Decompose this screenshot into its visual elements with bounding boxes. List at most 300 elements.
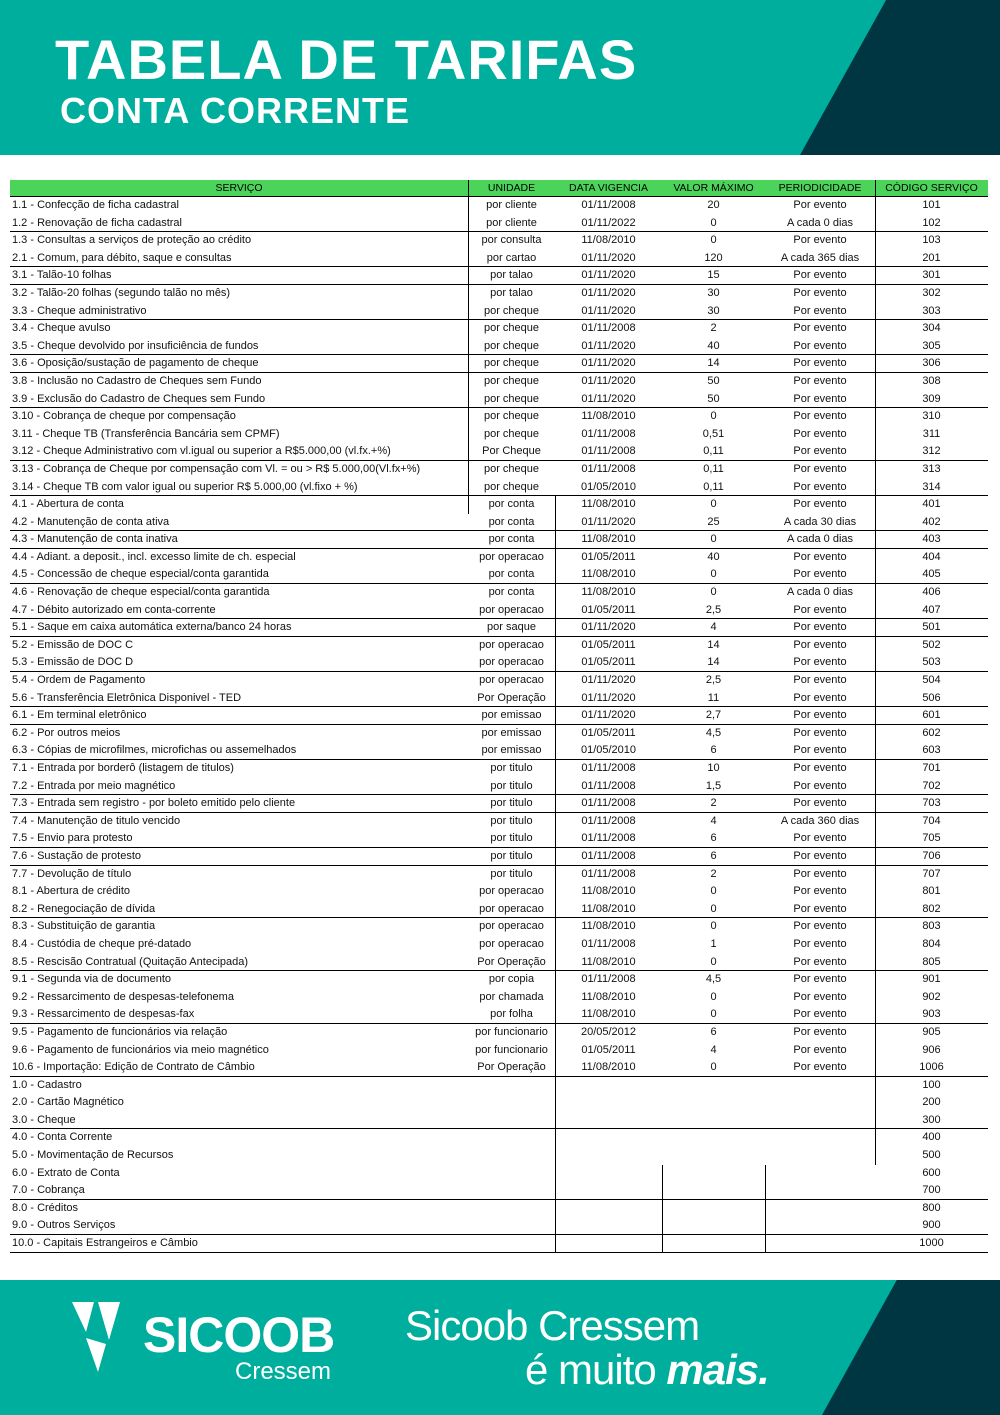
cell-data-vigencia: 01/11/2020 — [581, 339, 636, 352]
table-header-row — [10, 180, 988, 197]
cell-data-vigencia: 01/11/2008 — [581, 849, 636, 862]
cell-unidade: por conta — [488, 568, 535, 581]
cell-codigo-servico: 501 — [922, 621, 941, 634]
cell-periodicidade: Por evento — [793, 234, 847, 247]
cell-codigo-servico: 1000 — [919, 1237, 944, 1250]
cell-periodicidade: Por evento — [793, 797, 847, 810]
cell-codigo-servico: 406 — [922, 586, 941, 599]
cell-unidade: por titulo — [490, 832, 533, 845]
cell-data-vigencia: 01/11/2008 — [581, 462, 636, 475]
cell-servico: 3.0 - Cheque — [12, 1113, 76, 1126]
cell-data-vigencia: 01/05/2010 — [580, 480, 637, 493]
cell-servico: 4.5 - Concessão de cheque especial/conta garantida — [12, 568, 269, 581]
cell-servico: 5.1 - Saque em caixa automática externa/banco 24 horas — [12, 621, 292, 634]
cell-periodicidade: Por evento — [793, 1061, 847, 1074]
cell-servico: 3.6 - Oposição/sustação de pagamento de cheque — [12, 357, 259, 370]
cell-unidade: Por Operação — [477, 955, 546, 968]
page-header — [0, 0, 1000, 155]
cell-unidade: por talao — [490, 269, 533, 282]
cell-data-vigencia: 01/11/2008 — [581, 937, 636, 950]
cell-codigo-servico: 305 — [922, 339, 941, 352]
column-header-servico: SERVIÇO — [215, 182, 263, 194]
cell-valor-maximo — [662, 1217, 765, 1234]
cell-data-vigencia: 01/11/2020 — [581, 691, 636, 704]
cell-servico: 9.6 - Pagamento de funcionários via meio magnético — [12, 1043, 269, 1056]
cell-unidade — [468, 1217, 555, 1234]
cell-unidade: por titulo — [490, 762, 533, 774]
cell-periodicidade: Por evento — [793, 762, 847, 774]
cell-data-vigencia: 01/05/2010 — [580, 744, 637, 757]
cell-unidade: por emissao — [481, 744, 542, 757]
cell-valor-maximo: 0 — [710, 990, 717, 1003]
cell-data-vigencia: 01/11/2020 — [581, 621, 636, 634]
cell-codigo-servico: 702 — [922, 779, 941, 792]
cell-periodicidade: Por evento — [793, 374, 847, 387]
cell-periodicidade: Por evento — [793, 832, 847, 845]
cell-codigo-servico: 706 — [922, 849, 941, 862]
table-row — [10, 549, 988, 567]
cell-periodicidade: Por evento — [793, 462, 847, 475]
cell-unidade: por talao — [490, 286, 533, 299]
cell-unidade: por cheque — [483, 322, 540, 335]
cell-valor-maximo: 15 — [707, 269, 720, 282]
cell-servico: 7.0 - Cobrança — [12, 1184, 85, 1197]
cell-unidade: por cheque — [483, 462, 540, 475]
cell-unidade — [468, 1235, 555, 1252]
cell-codigo-servico: 503 — [922, 656, 941, 669]
table-row — [10, 830, 988, 848]
cell-unidade: por titulo — [490, 849, 533, 862]
cell-servico: 4.4 - Adiant. a deposit., incl. excesso limite de ch. especial — [12, 550, 296, 563]
table-row — [10, 426, 988, 444]
cell-servico: 7.2 - Entrada por meio magnético — [12, 779, 176, 792]
column-header-unidade: UNIDADE — [487, 182, 536, 194]
table-row — [10, 443, 988, 461]
cell-periodicidade: Por evento — [793, 1008, 847, 1021]
cell-servico: 5.3 - Emissão de DOC D — [12, 656, 134, 669]
cell-servico: 3.1 - Talão-10 folhas — [12, 269, 112, 282]
table-row — [10, 373, 988, 391]
cell-servico: 9.3 - Ressarcimento de despesas-fax — [12, 1008, 195, 1021]
cell-servico: 6.1 - Em terminal eletrônico — [12, 709, 147, 722]
table-row — [10, 760, 988, 778]
cell-valor-maximo: 0 — [710, 920, 717, 933]
cell-unidade: por saque — [487, 621, 536, 634]
table-row — [10, 725, 988, 743]
cell-data-vigencia: 01/11/2020 — [581, 286, 636, 299]
cell-unidade — [468, 1147, 555, 1165]
cell-codigo-servico: 301 — [922, 269, 941, 282]
cell-data-vigencia: 11/08/2010 — [581, 568, 636, 581]
cell-codigo-servico: 502 — [922, 638, 941, 651]
cell-periodicidade — [765, 1182, 875, 1199]
cell-valor-maximo: 14 — [707, 656, 720, 669]
cell-servico: 4.2 - Manutenção de conta ativa — [12, 515, 170, 528]
cell-codigo-servico: 407 — [922, 603, 941, 616]
cell-valor-maximo: 40 — [707, 339, 720, 352]
cell-servico: 3.2 - Talão-20 folhas (segundo talão no mês) — [12, 286, 231, 299]
cell-codigo-servico: 906 — [922, 1043, 941, 1056]
cell-servico: 3.11 - Cheque TB (Transferência Bancária sem CPMF) — [12, 427, 280, 440]
summary-row — [10, 1147, 988, 1165]
cell-servico: 3.12 - Cheque Administrativo com vl.igual ou superior a R$5.000,00 (vl.fx.+%) — [12, 445, 391, 458]
cell-data-vigencia: 01/11/2020 — [581, 709, 636, 722]
cell-data-vigencia: 01/11/2008 — [581, 832, 636, 845]
cell-unidade: por cheque — [483, 392, 540, 405]
cell-servico: 7.4 - Manutenção de titulo vencido — [12, 814, 181, 827]
cell-periodicidade: A cada 365 dias — [780, 251, 860, 264]
cell-unidade: por cheque — [483, 357, 540, 370]
cell-unidade: Por Operação — [477, 1061, 546, 1074]
cell-valor-maximo: 6 — [710, 744, 717, 757]
table-row — [10, 1006, 988, 1024]
cell-periodicidade — [765, 1200, 875, 1218]
table-row — [10, 355, 988, 373]
cell-servico: 8.3 - Substituição de garantia — [12, 920, 156, 933]
cell-codigo-servico: 500 — [922, 1149, 941, 1162]
cell-servico: 3.14 - Cheque TB com valor igual ou superior R$ 5.000,00 (vl.fixo + %) — [12, 480, 358, 493]
cell-codigo-servico: 803 — [922, 920, 941, 933]
cell-codigo-servico: 310 — [922, 410, 941, 423]
page-footer — [0, 1280, 1000, 1415]
cell-valor-maximo: 0,11 — [703, 462, 724, 475]
table-row — [10, 690, 988, 708]
cell-unidade: por titulo — [490, 814, 533, 827]
cell-periodicidade: Por evento — [793, 621, 847, 634]
table-row — [10, 918, 988, 936]
cell-unidade: por operacao — [479, 902, 544, 915]
cell-valor-maximo: 14 — [707, 357, 720, 370]
cell-unidade — [468, 1077, 555, 1095]
cell-periodicidade: Por evento — [793, 656, 847, 669]
cell-valor-maximo: 0 — [710, 568, 717, 581]
cell-codigo-servico: 405 — [922, 568, 941, 581]
cell-servico: 4.3 - Manutenção de conta inativa — [12, 533, 178, 546]
cell-data-vigencia: 11/08/2010 — [581, 920, 636, 933]
cell-codigo-servico: 707 — [922, 867, 941, 880]
cell-unidade: por copia — [488, 973, 535, 986]
cell-codigo-servico: 303 — [922, 304, 941, 317]
cell-valor-maximo: 0 — [710, 216, 717, 229]
cell-data-vigencia — [555, 1235, 662, 1252]
cell-unidade: por operacao — [479, 885, 544, 898]
table-row — [10, 936, 988, 954]
cell-periodicidade: Por evento — [793, 849, 847, 862]
cell-codigo-servico: 705 — [922, 832, 941, 845]
table-row — [10, 514, 988, 532]
cell-valor-maximo: 4 — [710, 621, 717, 634]
cell-codigo-servico: 703 — [922, 797, 941, 810]
table-row — [10, 637, 988, 655]
table-row — [10, 461, 988, 479]
cell-periodicidade: Por evento — [793, 603, 847, 616]
cell-codigo-servico: 401 — [922, 498, 941, 511]
sicoob-logo-icon — [72, 1302, 144, 1374]
cell-servico: 3.5 - Cheque devolvido por insuficiência de fundos — [12, 339, 259, 352]
table-row — [10, 531, 988, 549]
column-divider — [765, 1165, 766, 1253]
cell-unidade: por cheque — [483, 339, 540, 352]
cell-periodicidade: Por evento — [793, 304, 847, 317]
cell-data-vigencia — [555, 1077, 662, 1095]
cell-data-vigencia: 11/08/2010 — [581, 902, 636, 915]
table-row — [10, 813, 988, 831]
cell-servico: 10.0 - Capitais Estrangeiros e Câmbio — [12, 1237, 198, 1250]
logo-subtext: Cressem — [235, 1358, 332, 1385]
cell-valor-maximo: 2 — [710, 322, 717, 335]
cell-periodicidade: Por evento — [793, 1025, 847, 1038]
cell-data-vigencia: 01/11/2008 — [581, 867, 636, 880]
cell-codigo-servico: 311 — [922, 427, 941, 440]
cell-data-vigencia: 11/08/2010 — [581, 410, 636, 423]
cell-data-vigencia: 01/05/2011 — [581, 1043, 636, 1056]
cell-servico: 3.13 - Cobrança de Cheque por compensação com Vl. = ou > R$ 5.000,00(Vl.fx+%) — [12, 462, 421, 475]
cell-unidade: por titulo — [490, 779, 533, 792]
cell-codigo-servico: 402 — [922, 515, 941, 528]
cell-servico: 1.2 - Renovação de ficha cadastral — [12, 216, 182, 229]
cell-codigo-servico: 804 — [922, 937, 941, 950]
cell-periodicidade: Por evento — [793, 286, 847, 299]
cell-valor-maximo: 0 — [710, 1061, 717, 1074]
cell-valor-maximo — [662, 1165, 765, 1183]
cell-data-vigencia: 11/08/2010 — [581, 586, 636, 599]
table-row — [10, 1024, 988, 1042]
cell-data-vigencia — [555, 1129, 662, 1147]
cell-valor-maximo: 0 — [710, 902, 717, 915]
cell-unidade: por titulo — [490, 867, 533, 880]
cell-unidade: Por Cheque — [482, 445, 541, 458]
table-row — [10, 654, 988, 672]
cell-periodicidade: A cada 0 dias — [786, 586, 854, 599]
cell-servico: 6.3 - Cópias de microfilmes, microfichas ou assemelhados — [12, 744, 297, 757]
table-row — [10, 232, 988, 250]
cell-unidade: por emissao — [481, 726, 542, 739]
cell-codigo-servico: 1006 — [919, 1061, 944, 1074]
cell-codigo-servico: 901 — [922, 973, 941, 986]
cell-valor-maximo: 2,5 — [705, 674, 722, 687]
cell-unidade: por cliente — [486, 199, 537, 211]
cell-servico: 8.4 - Custódia de cheque pré-datado — [12, 937, 192, 950]
cell-periodicidade: Por evento — [793, 920, 847, 933]
cell-data-vigencia: 11/08/2010 — [581, 1008, 636, 1021]
cell-unidade: por cheque — [483, 374, 540, 387]
cell-periodicidade: Por evento — [793, 726, 847, 739]
cell-periodicidade: A cada 30 dias — [783, 515, 857, 528]
table-row — [10, 1042, 988, 1060]
cell-data-vigencia: 11/08/2010 — [581, 955, 636, 968]
cell-valor-maximo — [662, 1077, 765, 1095]
table-row — [10, 901, 988, 919]
summary-row — [10, 1217, 988, 1235]
cell-data-vigencia: 01/11/2008 — [581, 427, 636, 440]
cell-unidade: por funcionario — [475, 1025, 548, 1038]
cell-data-vigencia: 11/08/2010 — [581, 234, 636, 247]
cell-servico: 9.2 - Ressarcimento de despesas-telefonema — [12, 990, 234, 1003]
cell-unidade — [468, 1129, 555, 1147]
slogan-emphasis: mais. — [666, 1346, 769, 1393]
table-row — [10, 602, 988, 620]
cell-codigo-servico: 603 — [922, 744, 941, 757]
cell-unidade: por funcionario — [475, 1043, 548, 1056]
cell-unidade: por operacao — [479, 550, 544, 563]
cell-codigo-servico: 602 — [922, 726, 941, 739]
cell-codigo-servico: 300 — [922, 1113, 941, 1126]
cell-periodicidade: Por evento — [793, 779, 847, 792]
table-row — [10, 883, 988, 901]
summary-row — [10, 1235, 988, 1253]
cell-data-vigencia: 11/08/2010 — [581, 885, 636, 898]
cell-servico: 5.4 - Ordem de Pagamento — [12, 674, 146, 687]
cell-codigo-servico: 504 — [922, 674, 941, 687]
cell-data-vigencia: 01/11/2008 — [581, 762, 636, 774]
cell-data-vigencia — [555, 1182, 662, 1199]
cell-data-vigencia: 11/08/2010 — [581, 990, 636, 1003]
cell-unidade: por conta — [488, 586, 535, 599]
cell-codigo-servico: 903 — [922, 1008, 941, 1021]
table-row — [10, 391, 988, 409]
cell-codigo-servico: 306 — [922, 357, 941, 370]
table-body — [10, 197, 988, 1253]
cell-periodicidade: A cada 0 dias — [786, 533, 854, 546]
cell-valor-maximo: 6 — [710, 849, 717, 862]
cell-codigo-servico: 400 — [922, 1131, 941, 1144]
cell-valor-maximo: 0 — [710, 1008, 717, 1021]
slogan-line-2 — [525, 1346, 769, 1394]
cell-codigo-servico: 100 — [922, 1078, 941, 1091]
cell-data-vigencia — [555, 1165, 662, 1183]
cell-servico: 5.6 - Transferência Eletrônica Disponivel - TED — [12, 691, 242, 704]
cell-valor-maximo: 1,5 — [705, 779, 722, 792]
table-row — [10, 707, 988, 725]
cell-servico: 4.7 - Débito autorizado em conta-corrente — [12, 603, 216, 616]
cell-periodicidade: Por evento — [793, 902, 847, 915]
cell-valor-maximo: 0 — [710, 234, 717, 247]
cell-data-vigencia: 01/05/2011 — [581, 550, 636, 563]
cell-valor-maximo: 4 — [710, 814, 717, 827]
cell-unidade — [468, 1094, 555, 1112]
cell-unidade: por operacao — [479, 656, 544, 669]
cell-periodicidade: Por evento — [793, 410, 847, 423]
cell-codigo-servico: 302 — [922, 286, 941, 299]
cell-codigo-servico: 902 — [922, 990, 941, 1003]
cell-servico: 1.3 - Consultas a serviços de proteção ao crédito — [12, 234, 252, 247]
cell-servico: 8.2 - Renegociação de dívida — [12, 902, 156, 915]
cell-unidade: por conta — [488, 515, 535, 528]
cell-valor-maximo: 0 — [710, 498, 717, 511]
cell-periodicidade: Por evento — [793, 638, 847, 651]
cell-valor-maximo: 2,7 — [705, 709, 722, 722]
cell-data-vigencia: 01/11/2022 — [581, 216, 636, 229]
cell-valor-maximo: 0,51 — [702, 427, 725, 440]
cell-codigo-servico: 309 — [922, 392, 941, 405]
table-row — [10, 954, 988, 972]
cell-servico: 8.1 - Abertura de crédito — [12, 885, 131, 898]
cell-data-vigencia: 20/05/2012 — [580, 1025, 637, 1038]
cell-periodicidade — [765, 1112, 875, 1129]
cell-codigo-servico: 201 — [922, 251, 941, 264]
cell-valor-maximo: 0 — [710, 586, 717, 599]
cell-data-vigencia: 01/11/2008 — [581, 322, 636, 335]
cell-unidade — [468, 1182, 555, 1199]
cell-valor-maximo — [662, 1200, 765, 1218]
cell-valor-maximo: 11 — [707, 691, 720, 704]
cell-periodicidade: Por evento — [793, 392, 847, 405]
summary-row — [10, 1200, 988, 1218]
cell-valor-maximo: 6 — [710, 832, 717, 845]
cell-valor-maximo — [662, 1112, 765, 1129]
cell-valor-maximo: 2,5 — [705, 603, 722, 616]
cell-valor-maximo: 0,11 — [703, 480, 724, 493]
cell-data-vigencia: 01/11/2008 — [581, 814, 636, 827]
cell-valor-maximo: 4,5 — [705, 973, 722, 986]
cell-servico: 5.0 - Movimentação de Recursos — [12, 1149, 174, 1162]
cell-servico: 5.2 - Emissão de DOC C — [12, 638, 134, 651]
table-row — [10, 285, 988, 303]
cell-valor-maximo: 50 — [707, 392, 720, 405]
cell-periodicidade — [765, 1165, 875, 1183]
cell-servico: 3.8 - Inclusão no Cadastro de Cheques sem Fundo — [12, 374, 262, 387]
table-row — [10, 742, 988, 760]
table-row — [10, 795, 988, 813]
cell-unidade: por cheque — [483, 304, 540, 317]
cell-servico: 3.4 - Cheque avulso — [12, 322, 111, 335]
cell-periodicidade: Por evento — [793, 709, 847, 722]
table-row — [10, 971, 988, 989]
cell-servico: 9.0 - Outros Serviços — [12, 1219, 116, 1232]
cell-servico: 4.0 - Conta Corrente — [12, 1131, 113, 1144]
cell-data-vigencia: 01/11/2020 — [581, 392, 636, 405]
table-row — [10, 215, 988, 233]
cell-data-vigencia — [555, 1094, 662, 1112]
cell-servico: 9.5 - Pagamento de funcionários via relação — [12, 1025, 228, 1038]
cell-servico: 9.1 - Segunda via de documento — [12, 973, 172, 986]
cell-valor-maximo: 0,11 — [703, 445, 724, 458]
column-divider — [555, 496, 556, 1253]
page-title: TABELA DE TARIFAS — [55, 28, 638, 91]
cell-valor-maximo: 0 — [710, 533, 717, 546]
cell-data-vigencia: 11/08/2010 — [581, 498, 636, 511]
cell-data-vigencia — [555, 1217, 662, 1234]
cell-codigo-servico: 701 — [922, 762, 941, 774]
cell-servico: 1.0 - Cadastro — [12, 1078, 82, 1091]
column-header-valor-maximo: VALOR MÁXIMO — [673, 182, 754, 194]
cell-servico: 7.7 - Devolução de título — [12, 867, 132, 880]
cell-unidade: por operacao — [479, 937, 544, 950]
cell-unidade — [468, 1112, 555, 1129]
cell-codigo-servico: 403 — [922, 533, 941, 546]
cell-periodicidade: A cada 0 dias — [786, 216, 854, 229]
cell-periodicidade: Por evento — [793, 1043, 847, 1056]
cell-codigo-servico: 200 — [922, 1096, 941, 1109]
cell-servico: 3.10 - Cobrança de cheque por compensação — [12, 410, 236, 423]
cell-periodicidade: Por evento — [793, 674, 847, 687]
cell-valor-maximo: 50 — [707, 374, 720, 387]
summary-row — [10, 1129, 988, 1147]
column-header-codigo-servico: CÓDIGO SERVIÇO — [885, 182, 978, 194]
cell-data-vigencia: 01/05/2011 — [581, 638, 636, 651]
cell-periodicidade: Por evento — [793, 480, 847, 493]
cell-periodicidade: Por evento — [793, 955, 847, 968]
cell-servico: 4.6 - Renovação de cheque especial/conta garantida — [12, 586, 270, 599]
cell-valor-maximo: 4,5 — [705, 726, 722, 739]
cell-periodicidade: Por evento — [793, 691, 847, 704]
cell-unidade: por titulo — [490, 797, 533, 810]
cell-data-vigencia: 01/11/2008 — [581, 779, 636, 792]
cell-data-vigencia — [555, 1200, 662, 1218]
cell-valor-maximo: 30 — [707, 286, 720, 299]
cell-codigo-servico: 102 — [922, 216, 941, 229]
cell-valor-maximo: 0 — [710, 955, 717, 968]
